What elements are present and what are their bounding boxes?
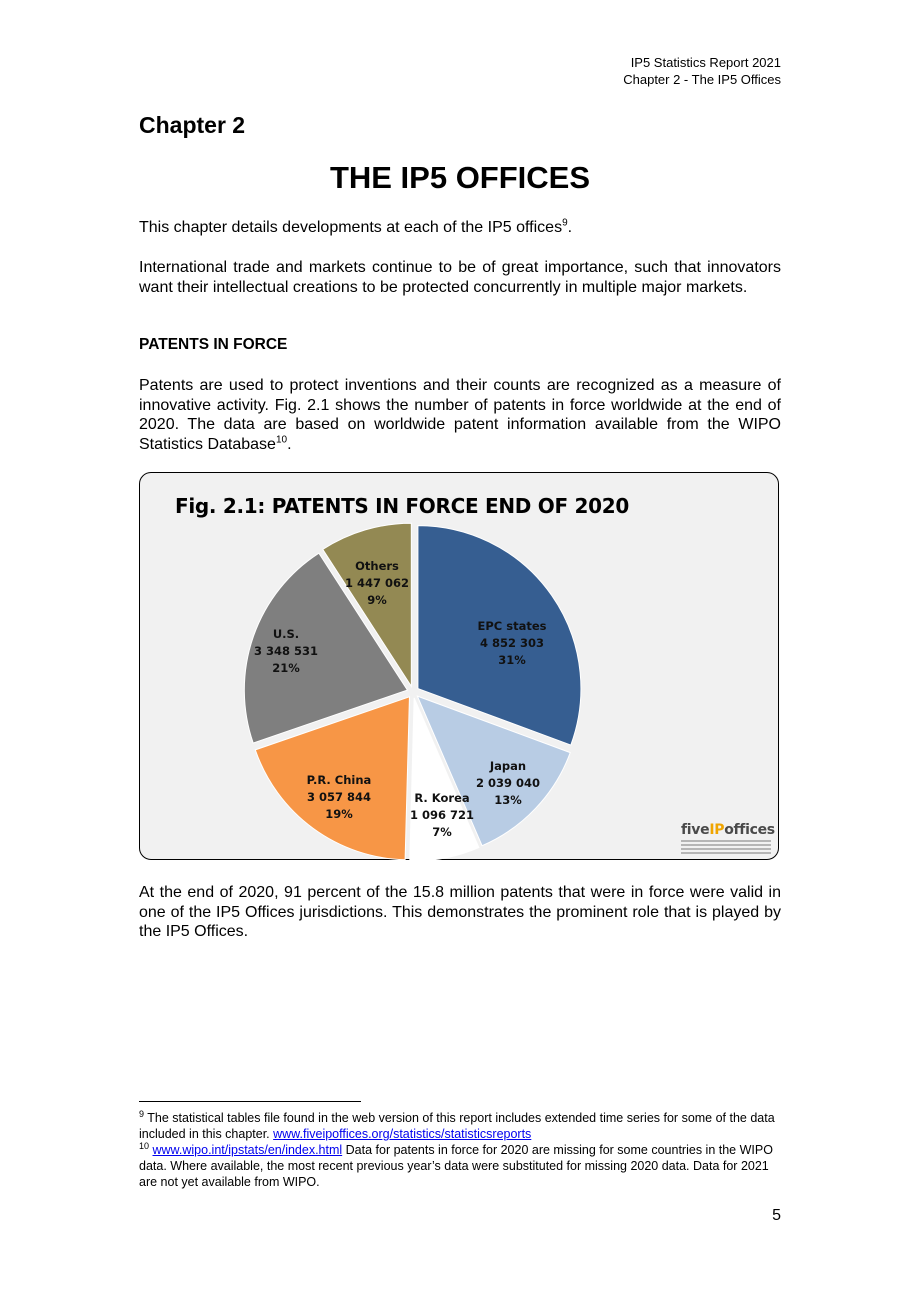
intro-end: . [567, 219, 573, 236]
page-number: 5 [772, 1207, 781, 1224]
pie-label-r-korea: R. Korea 1 096 721 7% [409, 791, 475, 839]
footnote-10-text: Data for patents in force for 2020 are missing for some countries in the WIPO data. Where available, the most recent previous year’s data were substituted for missing 2020 data. Data for 2021 are not yet available from WIPO. [139, 1143, 773, 1189]
footnote-10-link[interactable]: www.wipo.int/ipstats/en/index.html [152, 1143, 343, 1157]
fiveipoffices-logo: fiveIPoffices [681, 822, 775, 854]
footnote-9-number: 9 [139, 1108, 145, 1119]
page-title: THE IP5 OFFICES [329, 160, 591, 195]
section-heading: PATENTS IN FORCE [139, 336, 288, 353]
pie-label-epc-states: EPC states 4 852 303 31% [477, 619, 547, 667]
footnote-divider [139, 1101, 361, 1102]
pie-label-u-s: U.S. 3 348 531 21% [253, 627, 319, 675]
footnote-10 [139, 1142, 784, 1190]
footnote-10-number: 10 [139, 1140, 150, 1151]
pie-label-japan: Japan 2 039 040 13% [475, 759, 541, 807]
intro-text: This chapter details developments at each of the IP5 offices [139, 219, 563, 236]
patents-end: . [287, 435, 292, 453]
summary-paragraph: At the end of 2020, 91 percent of the 15.8 million patents that were in force were valid in one of the IP5 Offices jurisdictions. This demonstrates the prominent role that is played by the IP5 Offices. [139, 884, 781, 940]
footnote-ref-9[interactable]: 9 [562, 217, 568, 229]
footnote-9-text: The statistical tables file found in the web version of this report includes extended time series for some of the data included in this chapter. [139, 1111, 775, 1141]
patents-text: Patents are used to protect inventions and their counts are recognized as a measure of innovative activity. Fig. 2.1 shows the number of patents in force worldwide at the end of 2020. The data are based on worldwide patent information available from the WIPO Statistics Database [139, 377, 781, 453]
pie-label-p-r-china: P.R. China 3 057 844 19% [306, 773, 372, 821]
chart-title: Fig. 2.1: PATENTS IN FORCE END OF 2020 [175, 494, 629, 518]
header-chapter-title: Chapter 2 - The IP5 Offices [623, 72, 781, 87]
footnote-9-link[interactable]: www.fiveipoffices.org/statistics/statisticsreports [273, 1127, 532, 1141]
footnote-9 [139, 1110, 784, 1142]
footnote-ref-10[interactable]: 10 [275, 434, 288, 446]
trade-paragraph: International trade and markets continue to be of great importance, such that innovators want their intellectual creations to be protected concurrently in multiple major markets. [139, 259, 781, 296]
chapter-label: Chapter 2 [139, 112, 246, 138]
header-report-title: IP5 Statistics Report 2021 [630, 55, 781, 70]
pie-label-others: Others 1 447 062 9% [344, 559, 410, 607]
